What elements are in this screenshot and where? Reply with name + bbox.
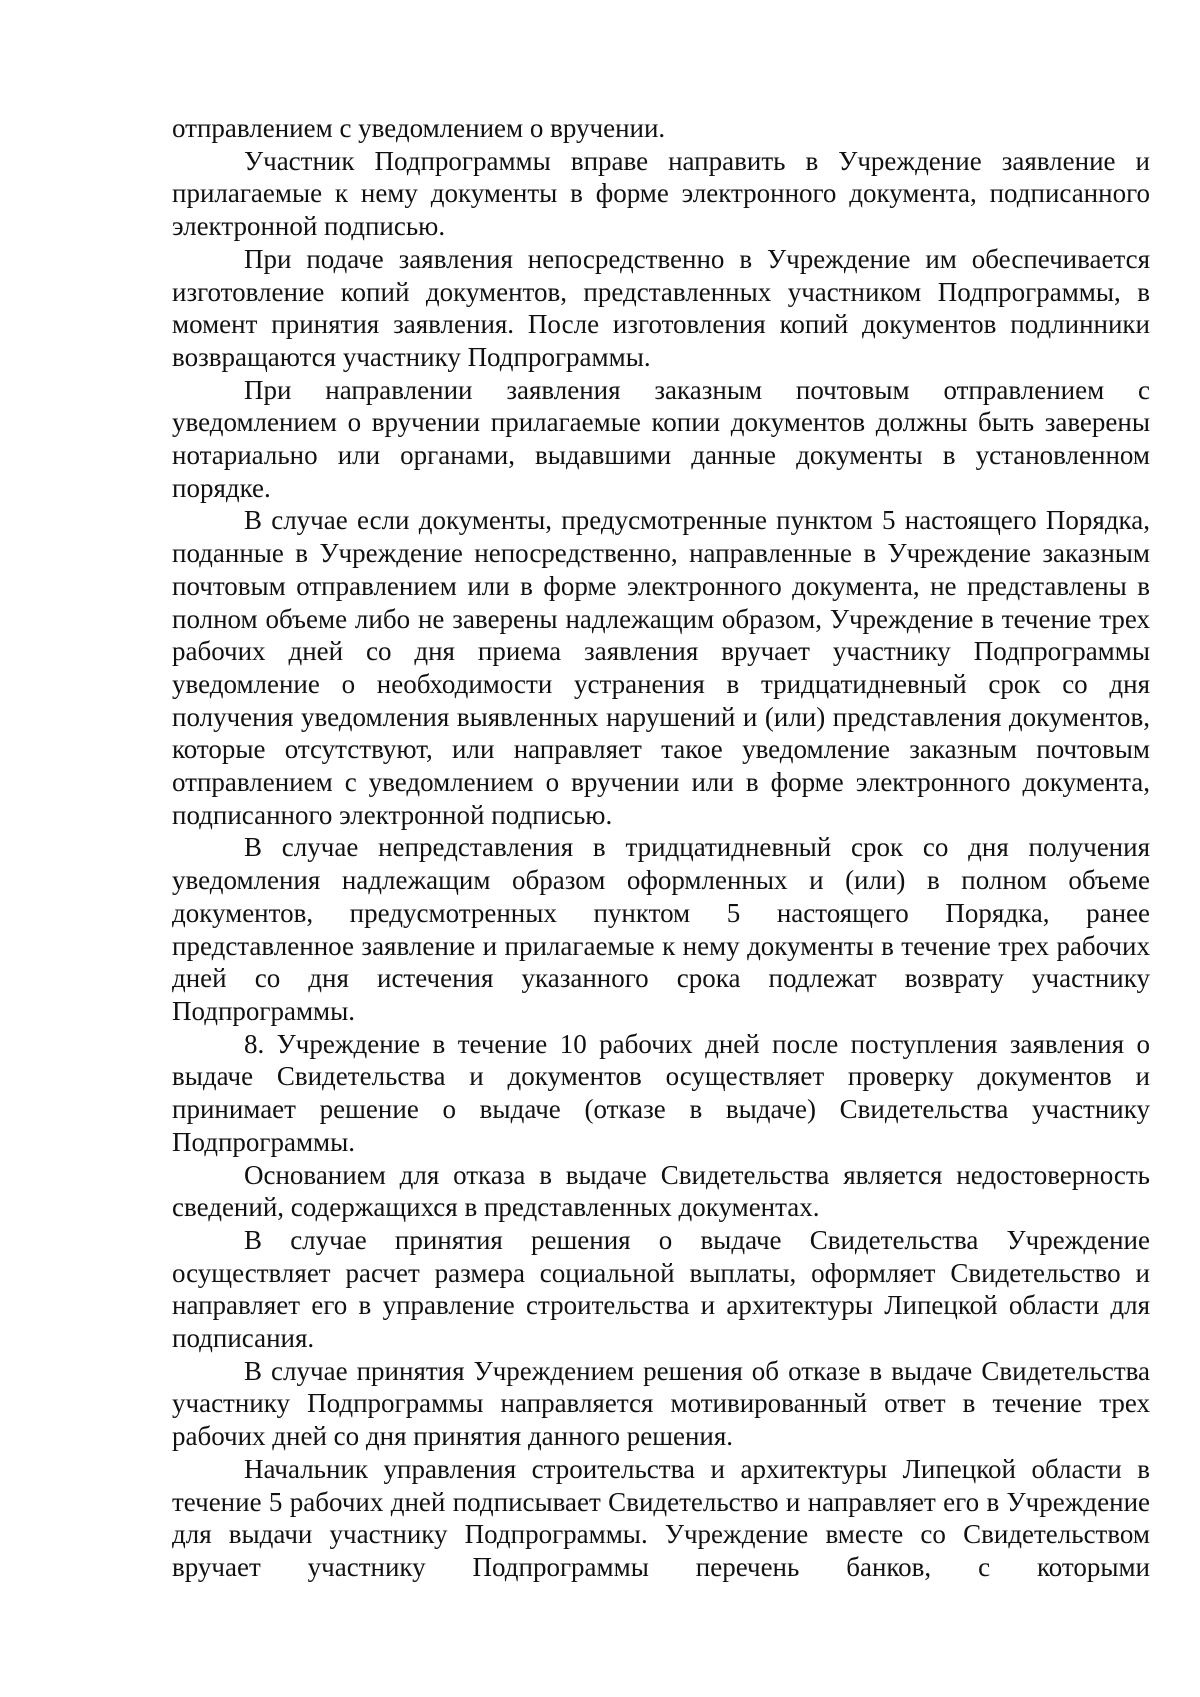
paragraph-item-8: 8. Учреждение в течение 10 рабочих дней после поступления заявления о выдаче Свидетельства и документов осуществляет проверку документов и принимает решение о выдаче (отказе в выдаче) Свидетельства участнику Подпрограммы.	[172, 1028, 1150, 1157]
document-page	[172, 112, 1150, 1584]
paragraph-incomplete-documents: В случае если документы, предусмотренные пунктом 5 настоящего Порядка, поданные в Учреждение непосредственно, направленные в Учреждение заказным почтовым отправлением или в форме электронного документа, не представлены в полном объеме либо не заверены надлежащим образом, Учреждение в течение трех рабочих дней со дня приема заявления вручает участнику Подпрограммы уведомление о необходимости устранения в тридцатидневный срок со дня получения уведомления выявленных нарушений и (или) представления документов, которые отсутствуют, или направляет такое уведомление заказным почтовым отправлением с уведомлением о вручении или в форме электронного документа, подписанного электронной подписью.	[172, 505, 1150, 830]
paragraph-non-submission: В случае непредставления в тридцатидневный срок со дня получения уведомления надлежащим образом оформленных и (или) в полном объеме документов, предусмотренных пунктом 5 настоящего Порядка, ранее представленное заявление и прилагаемые к нему документы в течение трех рабочих дней со дня истечения указанного срока подлежат возврату участнику Подпрограммы.	[172, 832, 1150, 1026]
paragraph-continuation: отправлением с уведомлением о вручении.	[172, 113, 666, 143]
paragraph-refusal-grounds: Основанием для отказа в выдаче Свидетельства является недостоверность сведений, содержащихся в представленных документах.	[172, 1159, 1150, 1223]
paragraph-issuance-decision: В случае принятия решения о выдаче Свидетельства Учреждение осуществляет расчет размера социальной выплаты, оформляет Свидетельство и направляет его в управление строительства и архитектуры Липецкой области для подписания.	[172, 1224, 1150, 1354]
paragraph-postal-submission: При направлении заявления заказным почтовым отправлением с уведомлением о вручении прилагаемые копии документов должны быть заверены нотариально или органами, выдавшими данные документы в установленном порядке.	[172, 374, 1150, 503]
paragraph-refusal-decision: В случае принятия Учреждением решения об отказе в выдаче Свидетельства участнику Подпрограммы направляется мотивированный ответ в течение трех рабочих дней со дня принятия данного решения.	[172, 1355, 1150, 1452]
paragraph-electronic-submission: Участник Подпрограммы вправе направить в Учреждение заявление и прилагаемые к нему документы в форме электронного документа, подписанного электронной подписью.	[172, 145, 1150, 242]
paragraph-signing: Начальник управления строительства и архитектуры Липецкой области в течение 5 рабочих дней подписывает Свидетельство и направляет его в Учреждение для выдачи участнику Подпрограммы. Учреждение вместе со Свидетельством вручает участнику Подпрограммы перечень банков, с которыми	[172, 1453, 1150, 1582]
paragraph-direct-submission: При подаче заявления непосредственно в Учреждение им обеспечивается изготовление копий документов, представленных участником Подпрограммы, в момент принятия заявления. После изготовления копий документов подлинники возвращаются участнику Подпрограммы.	[172, 243, 1150, 372]
